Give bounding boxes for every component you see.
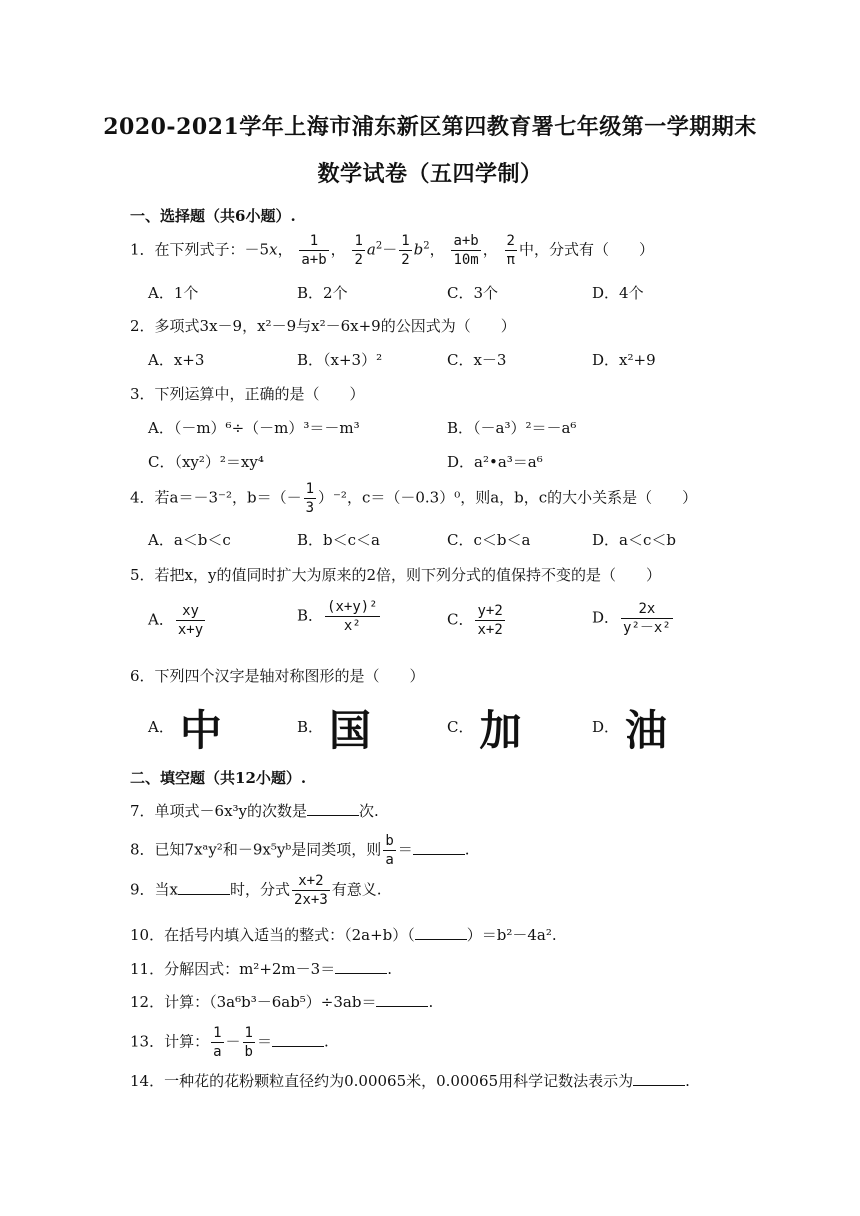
q5-fraction-d [621,600,673,637]
question-8 [130,832,470,869]
q3-option-a: A．（－m）⁶÷（－m）³＝－m³ [148,419,360,437]
q5-a-num: xy [176,602,205,621]
q5-d-den: y²－x² [623,620,671,636]
q5-c-den: x+2 [477,622,503,638]
q1-pre: 在下列式子：－5 [154,240,270,259]
q1-f5-num: 2 [506,233,515,249]
q1-f4-den: 10m [453,252,479,268]
q1-f4-num: a+b [453,233,479,249]
q6-char-a: 中 [179,706,222,755]
exam-title-line1: 2020-2021学年上海市浦东新区第四教育署七年级第一学期期末 [103,114,757,140]
q13-minus: － [225,1032,241,1051]
q13-fraction-1 [211,1024,223,1061]
q4-option-c: C．c＜b＜a [447,531,531,549]
q6-option-a [148,698,222,758]
q6-label-b: B． [297,718,324,736]
q8-period: . [464,840,470,859]
q8-frac-num: b [385,833,394,849]
q10-blank [415,925,467,940]
q1-post: 中，分式有（ ） [518,240,654,259]
q9-post: 有意义. [331,880,382,899]
q13-post: ＝ [256,1032,272,1051]
q4-option-a: A．a＜b＜c [148,531,231,549]
q11-period: . [387,960,392,978]
q1-f2-den: 2 [354,252,363,268]
q9-mid: 时，分式 [230,880,291,899]
q5-d-num: 2x [621,600,673,619]
q5-option-a [148,602,207,639]
q6-option-c [447,698,522,758]
exam-title-line2: 数学试卷（五四学制） [317,161,543,187]
q1-minus: － [382,240,398,259]
q10-post: ）＝b²－4a². [466,926,557,944]
question-9 [130,872,382,909]
q5-b-den: x² [343,618,361,634]
q5-fraction-a [176,602,205,639]
q1-fraction-5 [505,232,517,269]
question-13 [130,1024,329,1061]
q13-f1-num: 1 [213,1025,222,1041]
q9-frac-num: x+2 [292,872,330,891]
q5-option-d [592,600,675,637]
q4-post: ）⁻²，c＝（－0.3）⁰，则a，b，c的大小关系是（ ） [318,488,698,507]
q1-f3-den: 2 [401,252,410,268]
q1-f1-num: 1 [299,232,328,251]
q6-option-b [297,698,371,758]
q1-fraction-4 [451,232,480,269]
q9-pre: 9．当x [130,880,179,899]
q5-label-a: A． [148,610,174,629]
q12-pre: 12．计算：（3a⁶b³－6ab⁵）÷3ab＝ [130,993,377,1011]
q3-option-c: C．（xy²）²＝xy⁴ [148,453,264,471]
q6-char-b: 国 [329,706,372,755]
q8-fraction [383,832,395,869]
q4-fraction [304,480,316,517]
q6-char-d: 油 [625,706,668,755]
question-2: 2．多项式3x－9，x²－9与x²－6x+9的公因式为（ ） [130,317,516,335]
q1-option-b: B．2个 [297,284,348,302]
q13-blank [272,1032,324,1047]
q1-fraction-1 [299,232,328,269]
q1-f1-den: a+b [301,252,327,268]
q1-option-d: D．4个 [592,284,644,302]
question-1: 1．在下列式子：－5x， $\frac{1}{a+b}$ ， $\frac{1}{2}$ $a^2-$ $\frac{1}{2}$ $b^2$， $\frac{a+b}{10m}$ ， $\frac{2}{\pi}$ 中，分式有（ ） [130,233,654,268]
q12-period: . [428,993,434,1011]
q7-post: 次. [359,802,379,820]
q5-fraction-b [325,598,380,635]
q1-fraction-3 [399,232,411,269]
question-11 [130,958,392,979]
q9-blank [178,880,230,895]
q6-label-d: D． [592,718,620,736]
question-5: 5．若把x，y的值同时扩大为原来的2倍，则下列分式的值保持不变的是（ ） [130,566,662,584]
q1-option-c: C．3个 [447,284,499,302]
q6-char-c: 加 [479,706,522,755]
q8-post: ＝ [397,840,413,859]
section-heading-fill: 二、填空题（共12小题）. [130,769,307,787]
q1-sep2: ， [330,240,346,259]
q11-pre: 11．分解因式：m²+2m－3＝ [130,960,336,978]
q1-f5-den: π [506,252,515,268]
q14-period: . [685,1072,690,1090]
question-3: 3．下列运算中，正确的是（ ） [130,385,365,403]
q1-sep4: ， [482,240,498,259]
q1-number: 1． [130,240,155,259]
q4-option-d: D．a＜c＜b [592,531,676,549]
q11-blank [335,959,387,974]
q5-c-num: y+2 [477,603,503,619]
question-14 [130,1070,690,1091]
q5-a-den: x+y [177,622,204,638]
q10-pre: 10．在括号内填入适当的整式：（2a+b）（ [130,926,415,944]
q3-option-d: D．a²•a³＝a⁶ [447,453,543,471]
question-4 [130,480,697,517]
question-7 [130,800,379,821]
question-10 [130,924,557,945]
q1-sep3: ， [429,240,445,259]
q2-option-a: A．x+3 [148,351,205,369]
q3-option-b: B．（－a³）²＝－a⁶ [447,419,577,437]
q8-frac-den: a [385,852,394,868]
q2-option-b: B．（x+3）² [297,351,383,369]
q4-pre: 4．若a＝－3⁻²，b＝（－ [130,488,302,507]
q7-pre: 7．单项式－6x³y的次数是 [130,802,308,820]
q5-fraction-c [475,602,504,639]
q6-label-a: A． [148,718,174,736]
q14-pre: 14．一种花的花粉颗粒直径约为0.00065米，0.00065用科学记数法表示为 [130,1072,634,1090]
q2-option-d: D．x²+9 [592,351,656,369]
q5-label-d: D． [592,608,620,627]
q1-a: a [366,240,376,259]
q13-f2-den: b [244,1044,253,1060]
q1-b: b [413,240,424,259]
q7-blank [307,801,359,816]
q9-frac-den: 2x+3 [294,892,328,908]
question-12 [130,991,433,1012]
q9-fraction [292,872,330,909]
q1-x: x [269,240,278,259]
q1-option-a: A．1个 [148,284,199,302]
q1-f3-num: 1 [401,233,410,249]
q1-f2-num: 1 [354,233,363,249]
q4-frac-num: 1 [305,481,315,497]
q6-option-d [592,698,667,758]
section-heading-choice: 一、选择题（共6小题）. [130,207,296,225]
q5-option-b [297,598,382,635]
q8-blank [413,840,465,855]
q5-label-b: B． [297,606,324,625]
q13-fraction-2 [243,1024,255,1061]
question-6: 6．下列四个汉字是轴对称图形的是（ ） [130,667,425,685]
q4-option-b: B．b＜c＜a [297,531,380,549]
q1-fraction-2 [352,232,364,269]
q13-pre: 13．计算： [130,1032,210,1051]
q4-frac-den: 3 [305,500,315,516]
q13-period: . [324,1032,329,1051]
q5-b-num: (x+y)² [327,599,378,615]
q1-sep: ， [277,240,293,259]
q14-blank [633,1071,685,1086]
q13-f1-den: a [213,1044,222,1060]
q5-option-c [447,602,507,639]
q5-label-c: C． [447,610,474,629]
q6-label-c: C． [447,718,474,736]
q8-pre: 8．已知7xᵃy²和－9x⁵yᵇ是同类项，则 [130,840,382,859]
q13-f2-num: 1 [244,1025,253,1041]
q12-blank [376,992,428,1007]
q2-option-c: C．x－3 [447,351,507,369]
